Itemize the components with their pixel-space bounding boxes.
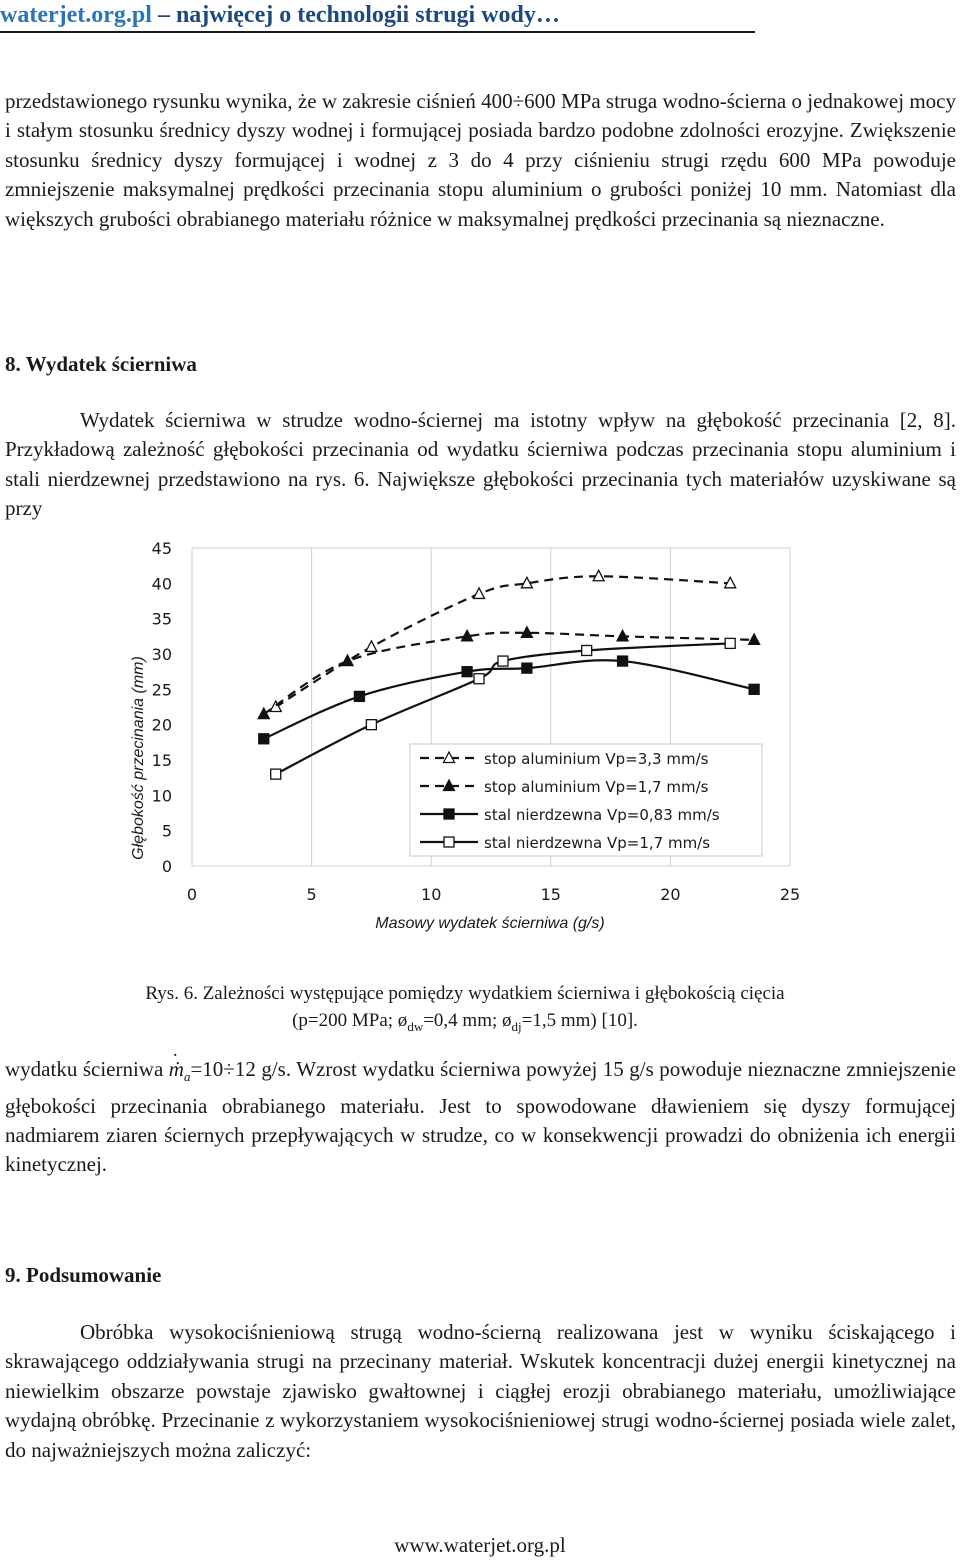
x-tick-label: 20 [660,885,681,904]
series-point-4 [725,638,735,648]
chart-legend [410,744,762,856]
series-point-3 [354,691,364,701]
series-point-3 [618,656,628,666]
mass-flow-symbol: ˙ ṁ$_a$ [169,1057,191,1081]
x-axis-label: Masowy wydatek ścierniwa (g/s) [375,915,605,932]
y-tick-label: 25 [151,680,172,700]
series-point-2 [342,655,353,666]
y-tick-label: 30 [151,645,172,664]
page-footer[interactable]: www.waterjet.org.pl [394,1533,566,1557]
paragraph-intro: przedstawionego rysunku wynika, że w zakresie ciśnień 400÷600 MPa struga wodno-ścierna o jednakowej mocy i stałym stosunku średnicy dyszy wodnej i formującej posiada bardzo podobne zdolności erozyjne. Zwiększenie stosunku średnicy dyszy formującej i wodnej z 3 do 4 przy ciśnieniu strugi rzędu 600 MPa powoduje zmniejszenie maksymalnej prędkości przecinania stopu aluminium o grubości poniżej 10 mm. Natomiast dla większych grubości obrabianego materiału różnice w maksymalnej prędkości przecinania są nieznaczne. [5,89,956,231]
series-point-1 [366,641,377,652]
y-tick-label: 20 [151,715,172,735]
legend-marker [444,809,454,819]
figure-caption [0,980,930,1040]
series-line-1 [276,576,730,707]
legend-label: stop aluminium Vp=3,3 mm/s [484,750,709,768]
caption-line-1: Rys. 6. Zależności występujące pomiędzy wydatkiem ścierniwa i głębokością cięcia [145,983,785,1004]
paragraph-abrasive-rate: wydatku ścierniwa ˙ ṁ$_a$=10÷12 g/s. Wzrost wydatku ścierniwa powyżej 15 g/s powoduje nieznaczne zmniejszenie głębokości przecinania obrabianego materiału. Jest to spowodowane dławieniem się dyszy formującej nadmiarem ziaren ściernych przepływających w strudze, co w konsekwencji prowadzi do obniżenia ich energii kinetycznej. [5,1055,956,1180]
series-point-1 [474,588,485,599]
series-point-2 [749,634,760,645]
series-point-2 [258,708,269,719]
x-tick-label: 0 [186,885,198,904]
legend-marker [444,837,454,847]
series-point-3 [749,684,759,694]
y-tick-label: 15 [151,751,172,770]
series-point-4 [582,645,592,655]
paragraph-abrasive-flow: Wydatek ścierniwa w strudze wodno-ściernej ma istotny wpływ na głębokość przecinania [2, 8]. Przykładową zależność głębokości przecinania od wydatku ścierniwa podczas przecinania stopu aluminium i stali nierdzewnej przedstawiono na rys. 6. Największe głębokości przecinania tych materiałów uzyskiwane są przy [5,408,956,521]
legend-label: stal nierdzewna Vp=0,83 mm/s [484,806,720,824]
series-line-3 [264,660,754,739]
y-tick-label: 5 [161,821,172,841]
legend-label: stop aluminium Vp=1,7 mm/s [484,778,709,796]
legend-label: stal nierdzewna Vp=1,7 mm/s [484,834,711,852]
y-tick-label: 0 [161,857,172,876]
series-point-3 [522,663,532,673]
series-point-3 [259,734,269,744]
x-tick-label: 15 [540,885,561,904]
page-header [0,0,755,33]
depth-vs-abrasive-chart [0,528,960,978]
series-point-4 [498,656,508,666]
y-tick-label: 10 [151,786,172,806]
y-tick-label: 40 [151,574,172,594]
section-heading-8: 8. Wydatek ścierniwa [5,352,197,376]
y-axis-label: Głębokość przecinania (mm) [130,656,147,860]
series-point-3 [462,667,472,677]
site-tagline: – najwięcej o technologii strugi wody… [151,2,560,28]
caption-line-2: (p=200 MPa; $ø_{dw}=0,4$ mm; $ø_{dj}=1,5$ mm) [10]. [292,1010,638,1034]
y-tick-label: 35 [151,609,172,629]
series-point-4 [366,720,376,730]
x-tick-label: 25 [779,885,801,904]
series-point-4 [271,769,281,779]
series-point-4 [474,674,484,684]
paragraph-summary: Obróbka wysokociśnieniową strugą wodno-ścierną realizowana jest w wyniku ściskającego i skrawającego oddziaływania strugi na przecinany materiał. Wskutek koncentracji dużej energii kinetycznej na niewielkim obszarze powstaje zjawisko gwałtownej i ciągłej erozji obrabianego materiału, umożliwiające wydajną obróbkę. Przecinanie z wykorzystaniem wysokociśnieniowej strugi wodno-ściernej posiada wiele zalet, do najważniejszych można zaliczyć: [5,1320,956,1462]
site-name[interactable]: waterjet.org.pl [0,2,152,28]
section-heading-9: 9. Podsumowanie [5,1263,162,1287]
y-tick-label: 45 [151,539,172,558]
x-tick-label: 10 [421,885,442,904]
x-tick-label: 5 [306,885,317,904]
